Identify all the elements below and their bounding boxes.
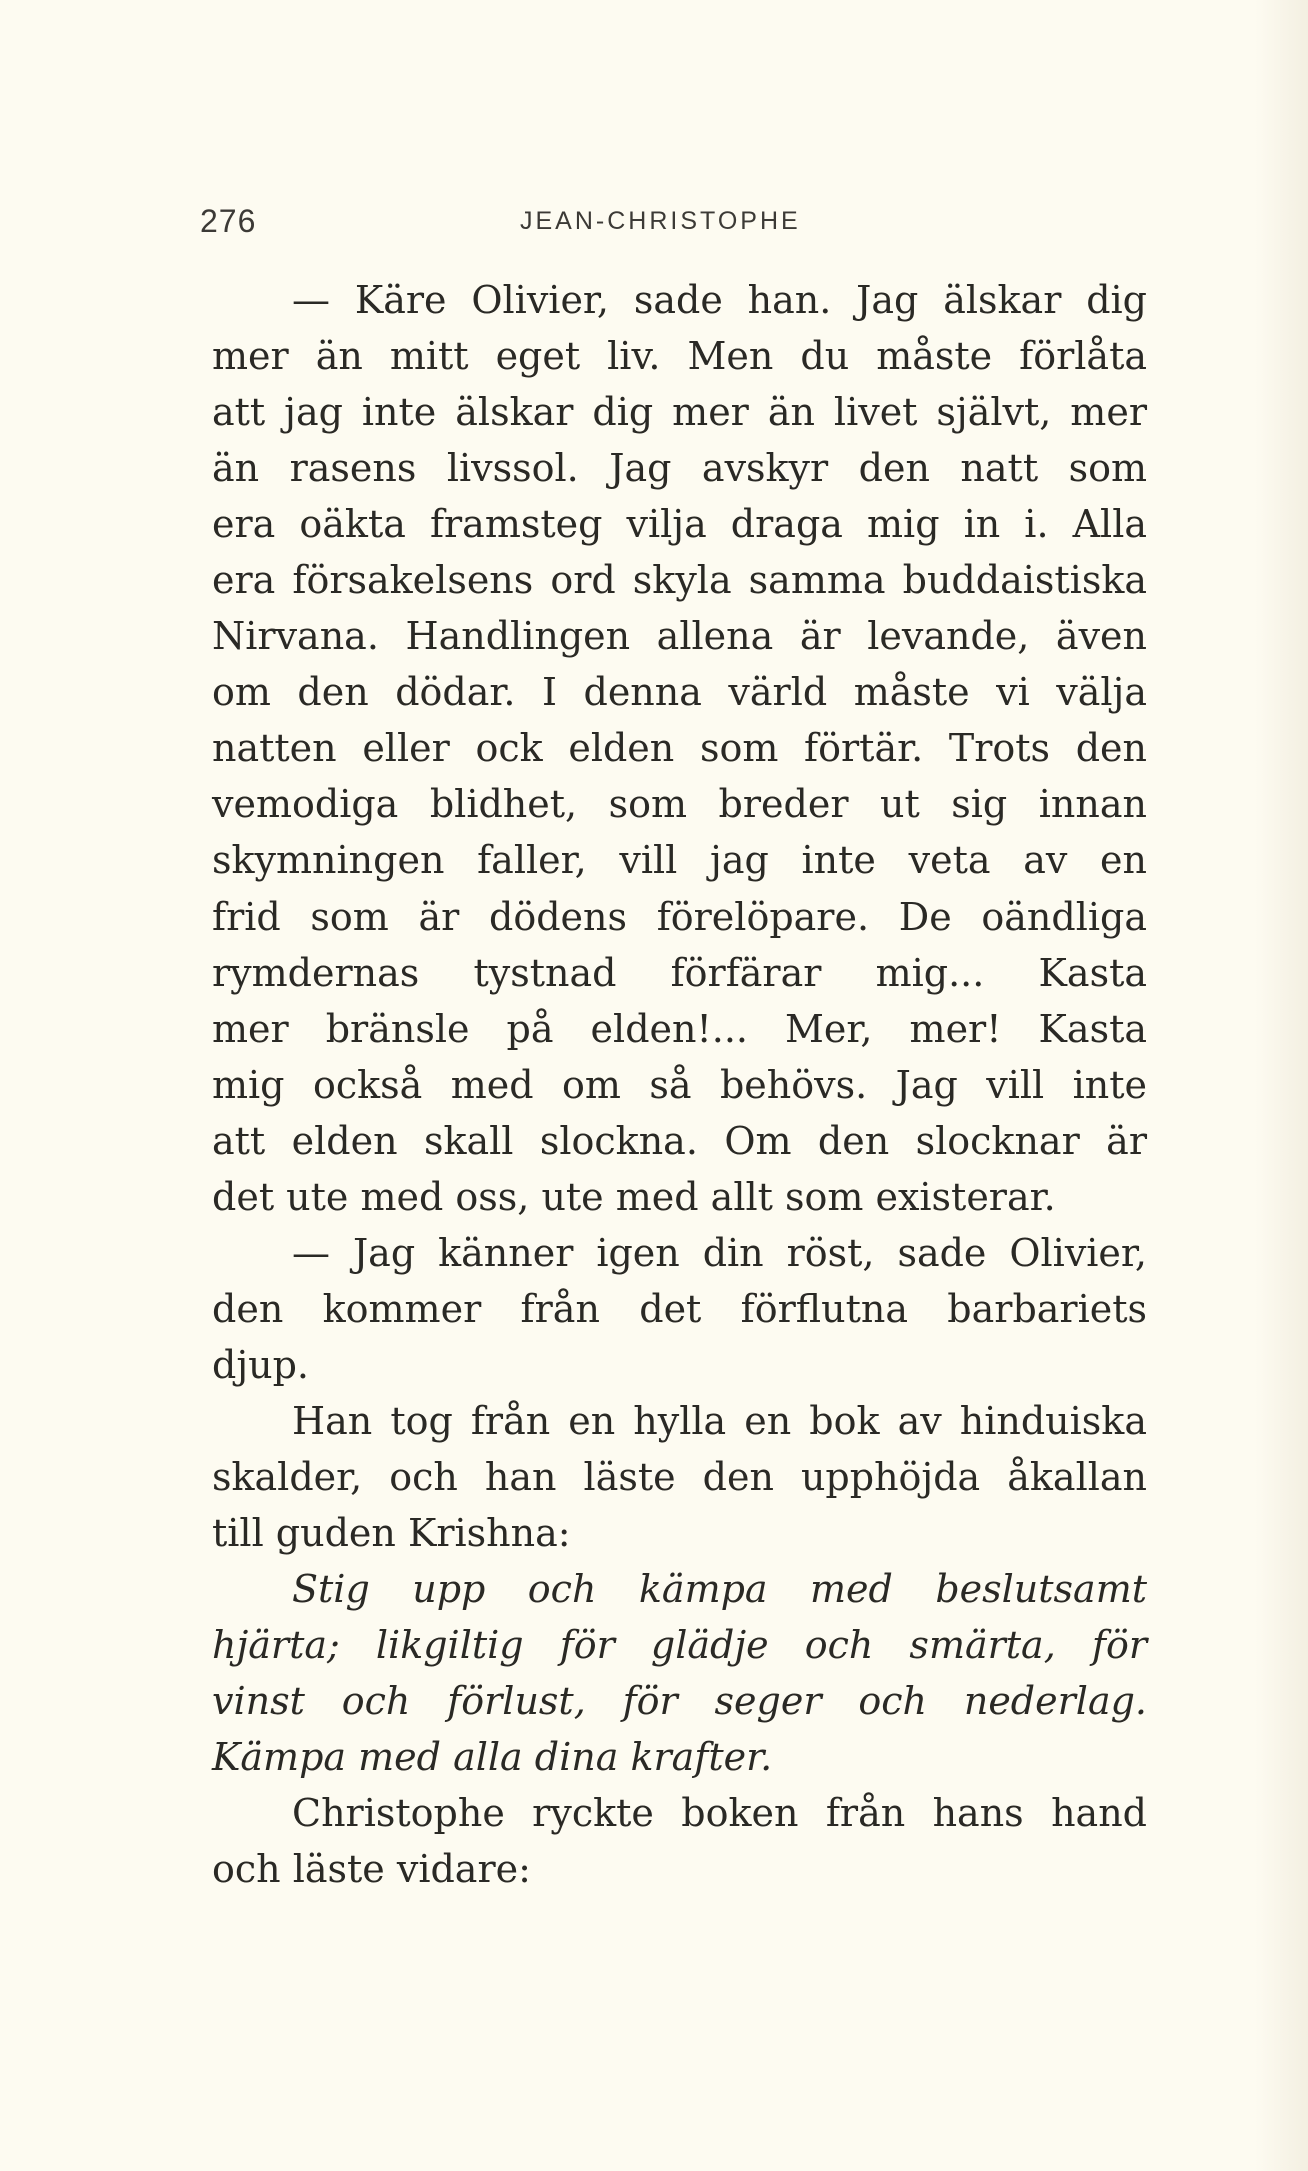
text-line: Nirvana. Handlingen allena är levande, även <box>212 614 1147 659</box>
text-line: era oäkta framsteg vilja draga mig in i. Alla <box>212 502 1147 547</box>
quote-line: Stig upp och kämpa med beslutsamt <box>292 1567 1147 1612</box>
running-head: JEAN-CHRISTOPHE <box>520 207 801 235</box>
text-line: natten eller ock elden som förtär. Trots den <box>212 726 1147 771</box>
body-text <box>212 272 1147 1897</box>
text-line: mer bränsle på elden!... Mer, mer! Kasta <box>212 1006 1147 1051</box>
text-line: frid som är dödens förelöpare. De oändliga <box>212 894 1147 939</box>
quote-line: Kämpa med alla dina krafter. <box>212 1735 773 1780</box>
page-number: 276 <box>200 203 257 239</box>
text-line: — Jag känner igen din röst, sade Olivier, <box>292 1230 1147 1275</box>
quote-line: hjärta; likgiltig för glädje och smärta, för <box>212 1623 1147 1668</box>
page-header <box>0 203 1308 251</box>
text-line: om den dödar. I denna värld måste vi välja <box>212 670 1147 715</box>
text-line: skalder, och han läste den upphöjda åkallan <box>212 1454 1147 1499</box>
page-edge-shadow <box>1255 0 1308 2171</box>
text-line: vemodiga blidhet, som breder ut sig innan <box>212 782 1147 827</box>
text-line: det ute med oss, ute med allt som existerar. <box>212 1174 1056 1219</box>
text-line: djup. <box>212 1342 309 1387</box>
text-line: — Käre Olivier, sade han. Jag älskar dig <box>292 278 1147 322</box>
text-line: Han tog från en hylla en bok av hinduiska <box>292 1398 1147 1443</box>
text-line: mer än mitt eget liv. Men du måste förlåta <box>212 334 1147 379</box>
text-line: skymningen faller, vill jag inte veta av en <box>212 838 1147 883</box>
text-line: att jag inte älskar dig mer än livet självt, mer <box>212 390 1147 435</box>
text-line: att elden skall slockna. Om den slocknar är <box>212 1118 1147 1163</box>
text-line: Christophe ryckte boken från hans hand <box>292 1791 1147 1836</box>
text-line: den kommer från det förflutna barbariets <box>212 1286 1147 1331</box>
text-line: till guden Krishna: <box>212 1511 571 1556</box>
text-line: än rasens livssol. Jag avskyr den natt som <box>212 446 1147 491</box>
text-line: rymdernas tystnad förfärar mig... Kasta <box>212 950 1147 995</box>
text-line: era försakelsens ord skyla samma buddaistiska <box>212 558 1147 603</box>
quote-line: vinst och förlust, för seger och nederlag. <box>212 1679 1147 1724</box>
text-line: och läste vidare: <box>212 1847 531 1892</box>
text-line: mig också med om så behövs. Jag vill inte <box>212 1062 1147 1107</box>
